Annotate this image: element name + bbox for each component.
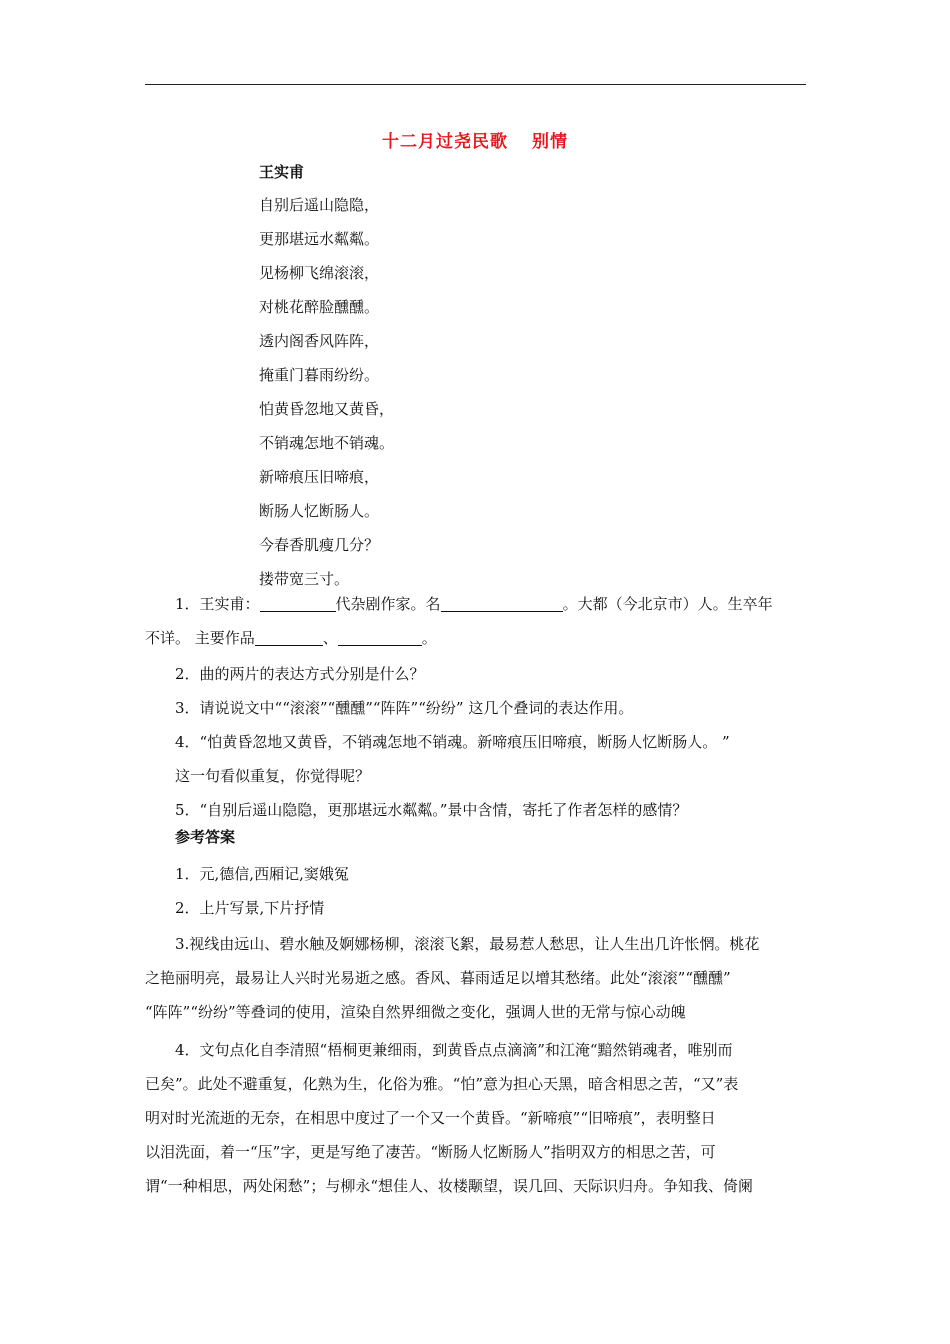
question-5	[145, 793, 807, 827]
answer-blank-work-1[interactable]	[255, 629, 323, 646]
question-4-line-1: 4．“怕黄昏忽地又黄昏，不销魂怎地不销魂。新啼痕压旧啼痕，断肠人忆断肠人。 ”	[175, 733, 730, 751]
poem-body	[259, 194, 394, 602]
poem-line: 更那堪远水粼粼。	[259, 230, 380, 248]
poem-line: 今春香肌瘦几分？	[259, 536, 380, 554]
answer-2-text: 2．上片写景,下片抒情	[175, 899, 325, 917]
answer-blank-dynasty[interactable]	[260, 595, 336, 612]
answer-4	[145, 1033, 807, 1203]
author-name: 王实甫	[259, 163, 305, 181]
answers-heading: 参考答案	[175, 828, 236, 846]
answer-1	[145, 857, 807, 891]
answer-blank-work-2[interactable]	[338, 629, 422, 646]
question-2	[145, 657, 807, 691]
poem-line: 透内阁香风阵阵，	[259, 332, 380, 350]
question-4-line-2: 这一句看似重复，你觉得呢？	[175, 767, 371, 785]
answer-2	[145, 891, 807, 925]
answer-3-line: “阵阵”“纷纷”等叠词的使用，渲染自然界细微之变化，强调人世的无常与惊心动魄	[145, 1003, 686, 1021]
question-5-text: 5．“自别后遥山隐隐，更那堪远水粼粼。”景中含情，寄托了作者怎样的感情？	[175, 801, 688, 819]
question-3	[145, 691, 807, 725]
poem-line: 对桃花醉脸醺醺。	[259, 298, 380, 316]
answer-3-line: 之艳丽明亮，最易让人兴时光易逝之感。香风、暮雨适足以增其愁绪。此处“滚滚”“醺醺”	[145, 969, 731, 987]
title-qupai: 十二月过尧民歌	[382, 132, 508, 152]
title-subtitle: 别情	[532, 132, 568, 152]
question-2-text: 2．曲的两片的表达方式分别是什么？	[175, 665, 425, 683]
answer-4-line: 谓“一种相思，两处闲愁”；与柳永“想佳人、妆楼颙望，误几回、天际识归舟。争知我、倚阑	[145, 1177, 754, 1195]
answer-4-line: 已矣”。此处不避重复，化熟为生，化俗为雅。“怕”意为担心天黑，暗含相思之苦，“又”表	[145, 1075, 739, 1093]
answer-1-text: 1．元,德信,西厢记,窦娥冤	[175, 865, 349, 883]
answer-4-line: 以泪洗面，着一“压”字，更是写绝了凄苦。“断肠人忆断肠人”指明双方的相思之苦，可	[145, 1143, 716, 1161]
poem-line: 新啼痕压旧啼痕，	[259, 468, 380, 486]
poem-line: 掩重门暮雨纷纷。	[259, 366, 380, 384]
answer-4-line: 明对时光流逝的无奈，在相思中度过了一个又一个黄昏。“新啼痕”“旧啼痕”，表明整日	[145, 1109, 716, 1127]
poem-line: 怕黄昏忽地又黄昏，	[259, 400, 395, 418]
question-3-text: 3．请说说文中““滚滚”“醺醺”“阵阵”“纷纷” 这几个叠词的表达作用。	[175, 699, 634, 717]
question-1-suffix: 。大都（今北京市）人。生卒年	[562, 595, 773, 613]
answer-3	[145, 927, 807, 1029]
poem-line: 自别后遥山隐隐，	[259, 196, 380, 214]
poem-line: 断肠人忆断肠人。	[259, 502, 380, 520]
question-1-separator: 、	[322, 629, 338, 647]
answer-blank-name[interactable]	[441, 595, 563, 612]
poem-line: 搂带宽三寸。	[259, 570, 350, 588]
question-1-prefix: 1．王实甫：	[175, 595, 260, 613]
question-1-middle: 代杂剧作家。名	[335, 595, 441, 613]
answer-3-line: 3.视线由远山、碧水触及婀娜杨柳，滚滚飞絮，最易惹人愁思，让人生出几许怅惘。桃花	[175, 935, 760, 953]
header-rule	[145, 84, 806, 85]
question-1-works-label: 不详。 主要作品	[145, 629, 255, 647]
answer-4-line: 4．文句点化自李清照“梧桐更兼细雨，到黄昏点点滴滴”和江淹“黯然销魂者，唯别而	[175, 1041, 733, 1059]
page-title	[0, 127, 950, 152]
question-1-end: 。	[421, 629, 437, 647]
poem-line: 不销魂怎地不销魂。	[259, 434, 395, 452]
poem-line: 见杨柳飞绵滚滚，	[259, 264, 380, 282]
question-1	[145, 587, 807, 655]
question-4	[145, 725, 807, 793]
